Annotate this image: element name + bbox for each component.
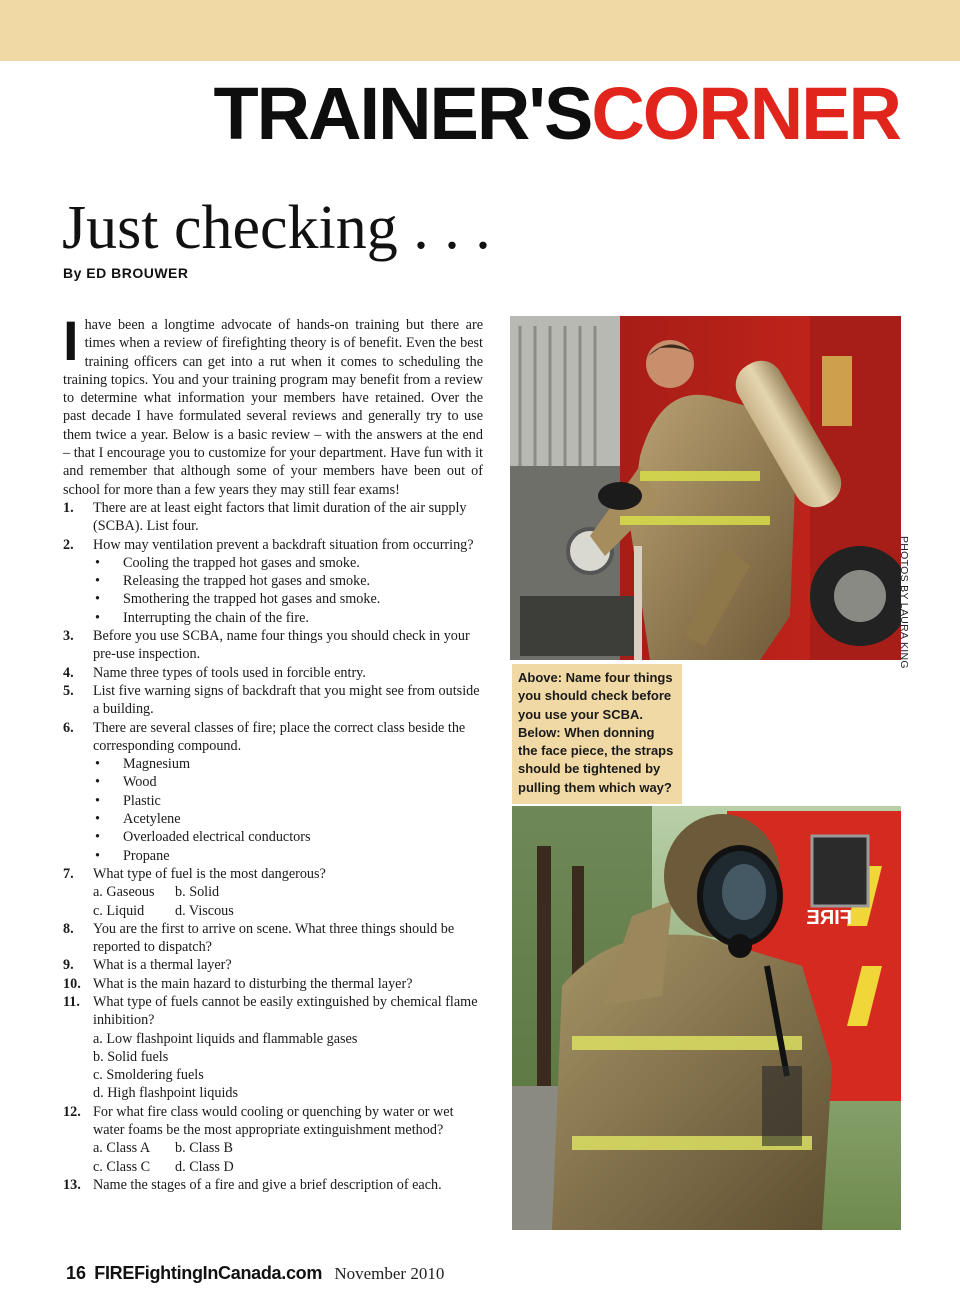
answer-option: d. Class D — [175, 1158, 234, 1175]
question-text: Name three types of tools used in forcible entry. — [93, 664, 366, 681]
caption-above: Above: Name four things you should check before you use your SCBA. — [518, 670, 673, 722]
answer-option: b. Solid fuels — [93, 1048, 169, 1065]
page-footer — [66, 1263, 444, 1284]
photo-caption — [512, 664, 682, 804]
question-item — [63, 536, 483, 627]
answer-option-row — [93, 1139, 483, 1157]
question-text: How may ventilation prevent a backdraft situation from occurring? — [93, 536, 474, 553]
answer-bullet: • Cooling the trapped hot gases and smoke. — [93, 554, 483, 572]
answer-option-row — [93, 1030, 483, 1048]
question-text: You are the first to arrive on scene. What three things should be reported to dispatch? — [93, 920, 455, 956]
article-byline: By ED BROUWER — [63, 265, 189, 281]
answer-bullet: • Interrupting the chain of the fire. — [93, 609, 483, 627]
question-item — [63, 975, 483, 993]
question-item — [63, 865, 483, 920]
answer-bullet: • Plastic — [93, 792, 483, 810]
article-headline: Just checking . . . — [62, 194, 491, 262]
answer-option: b. Class B — [175, 1140, 233, 1157]
question-number: 11. — [63, 993, 80, 1010]
photo-scene-2 — [512, 806, 901, 1230]
question-item — [63, 627, 483, 664]
answer-option-row — [93, 1066, 483, 1084]
masthead-trainers: TRAINER'S — [213, 72, 592, 155]
question-text: For what fire class would cooling or quenching by water or wet water foams be the most appropriate extinguishment method? — [93, 1103, 454, 1139]
question-item — [63, 499, 483, 536]
question-number: 4. — [63, 664, 74, 681]
answer-bullet-list — [93, 554, 483, 627]
question-number: 5. — [63, 682, 74, 699]
intro-paragraph — [63, 309, 483, 499]
question-text: Name the stages of a fire and give a brief description of each. — [93, 1176, 442, 1193]
masthead-corner: CORNER — [591, 72, 900, 155]
answer-bullet-list — [93, 755, 483, 865]
answer-option-row — [93, 883, 483, 901]
article-body — [63, 309, 483, 1194]
question-text: Before you use SCBA, name four things you should check in your pre-use inspection. — [93, 628, 470, 663]
drop-cap: I — [63, 309, 79, 372]
question-number: 1. — [63, 499, 74, 516]
answer-bullet: • Magnesium — [93, 755, 483, 773]
question-number: 2. — [63, 536, 74, 553]
answer-bullet: • Overloaded electrical conductors — [93, 828, 483, 846]
question-number: 10. — [63, 975, 81, 992]
answer-bullet: • Wood — [93, 773, 483, 791]
question-number: 3. — [63, 628, 74, 645]
question-item — [63, 664, 483, 682]
answer-option: a. Class A — [93, 1140, 151, 1157]
answer-option: d. High flashpoint liquids — [93, 1085, 239, 1102]
question-item — [63, 1176, 483, 1194]
question-item — [63, 993, 483, 1103]
answer-bullet: • Releasing the trapped hot gases and smoke. — [93, 572, 483, 590]
question-number: 7. — [63, 865, 74, 882]
footer-site: FIREFightingInCanada.com — [94, 1263, 323, 1283]
footer-issue: November 2010 — [334, 1264, 445, 1283]
answer-option: a. Gaseous — [93, 884, 155, 901]
photo-scene-1 — [510, 316, 901, 660]
photo-credit: PHOTOS BY LAURA KING — [898, 536, 910, 669]
answer-option-row — [93, 1158, 483, 1176]
question-text: List five warning signs of backdraft that you might see from outside a building. — [93, 682, 480, 718]
answer-bullet: • Acetylene — [93, 810, 483, 828]
answer-option: a. Low flashpoint liquids and flammable gases — [93, 1030, 358, 1047]
question-number: 9. — [63, 957, 74, 974]
question-number: 12. — [63, 1103, 81, 1120]
answer-option: c. Class C — [93, 1158, 151, 1175]
question-text: What type of fuel is the most dangerous? — [93, 865, 326, 882]
section-masthead — [213, 74, 900, 154]
answer-option-row — [93, 902, 483, 920]
answer-bullet: • Smothering the trapped hot gases and smoke. — [93, 590, 483, 608]
intro-text: have been a longtime advocate of hands-on training but there are times when a review of firefighting theory is of benefit. Even the best training officers can get into a rut when it comes to scheduling the training topics. You and your training program may benefit from a review to determine what information your members have retained. Over the past decade I have formulated several reviews and generally try to use them twice a year. Below is a basic review – with the answers at the end – that I encourage you to customize for your department. Have fun with it and remember that although some of your members have been out of school for more than a few years they may still fear exams! — [63, 317, 483, 498]
answer-option: c. Liquid — [93, 902, 145, 919]
top-color-band — [0, 0, 960, 61]
question-list — [63, 499, 483, 1194]
answer-bullet: • Propane — [93, 847, 483, 865]
question-text: There are at least eight factors that limit duration of the air supply (SCBA). List four. — [93, 499, 467, 535]
caption-below: Below: When donning the face piece, the straps should be tightened by pulling them which way? — [518, 724, 674, 795]
photo-firefighter-scba-check — [510, 316, 901, 660]
truck-lettering: FIRE — [806, 907, 852, 929]
answer-option: c. Smoldering fuels — [93, 1067, 204, 1084]
page-number: 16 — [66, 1263, 87, 1283]
photo-firefighter-facepiece — [512, 806, 901, 1230]
question-text: What type of fuels cannot be easily extinguished by chemical flame inhibition? — [93, 993, 478, 1029]
question-number: 6. — [63, 719, 74, 736]
question-item — [63, 956, 483, 974]
answer-option-row — [93, 1048, 483, 1066]
question-item — [63, 682, 483, 719]
question-text: What is the main hazard to disturbing the thermal layer? — [93, 975, 413, 992]
question-text: There are several classes of fire; place the correct class beside the corresponding compound. — [93, 719, 466, 754]
answer-option: b. Solid — [175, 884, 220, 901]
question-text: What is a thermal layer? — [93, 957, 232, 974]
question-number: 13. — [63, 1176, 81, 1193]
question-item — [63, 920, 483, 957]
answer-option: d. Viscous — [175, 902, 234, 919]
question-item — [63, 1103, 483, 1176]
question-number: 8. — [63, 920, 74, 937]
question-item — [63, 719, 483, 865]
answer-option-row — [93, 1084, 483, 1102]
